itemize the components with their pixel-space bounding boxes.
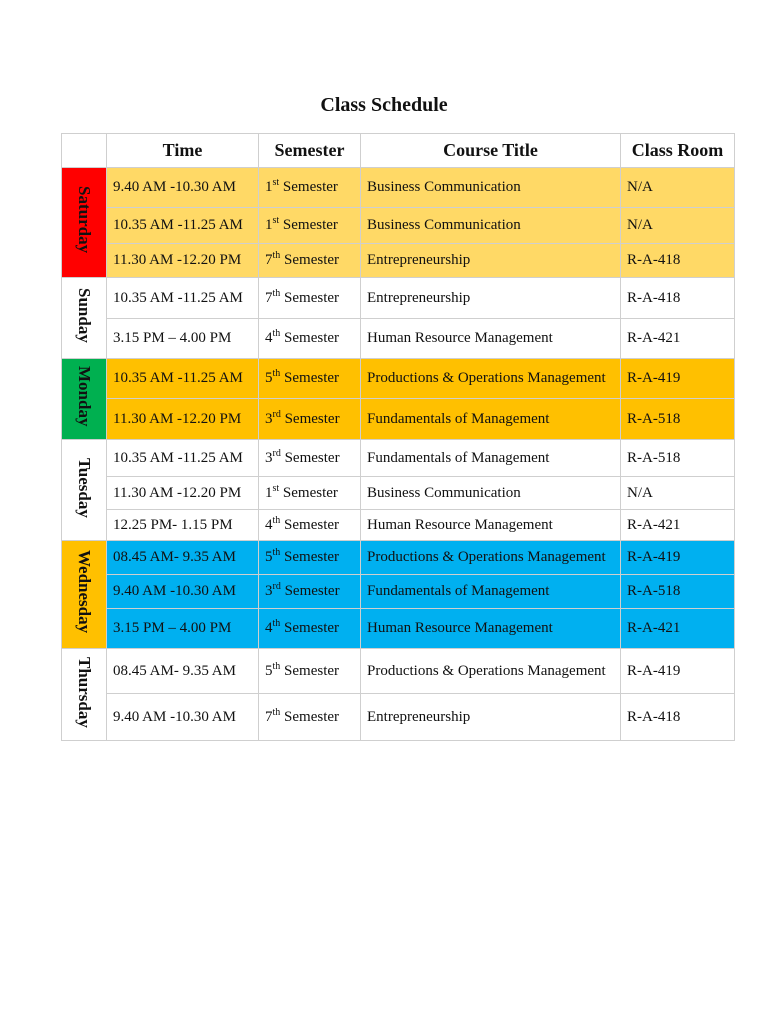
time-cell: 10.35 AM -11.25 AM <box>107 359 259 399</box>
course-title-cell: Human Resource Management <box>361 609 621 649</box>
day-cell-monday <box>62 359 107 440</box>
table-row <box>62 477 735 510</box>
header-time: Time <box>107 134 259 168</box>
semester-ordinal: th <box>272 250 281 261</box>
semester-number: 5 <box>265 662 273 679</box>
semester-cell <box>259 399 361 440</box>
semester-ordinal: st <box>272 215 280 226</box>
semester-number: 5 <box>265 549 273 565</box>
table-row <box>62 575 735 609</box>
semester-ordinal: th <box>272 514 281 526</box>
semester-word: Semester <box>284 410 340 427</box>
semester-cell <box>259 244 361 278</box>
day-cell-thursday <box>62 649 107 741</box>
course-title-cell: Fundamentals of Management <box>361 399 621 440</box>
time-cell: 08.45 AM- 9.35 AM <box>107 541 259 575</box>
semester-cell <box>259 649 361 694</box>
semester-word: Semester <box>282 217 338 233</box>
semester-ordinal: th <box>272 660 281 672</box>
semester-ordinal: th <box>272 547 281 558</box>
header-course-title: Course Title <box>361 134 621 168</box>
semester-cell <box>259 359 361 399</box>
day-label: Monday <box>75 366 94 427</box>
class-room-cell: N/A <box>621 208 735 244</box>
semester-number: 3 <box>265 583 273 599</box>
semester-word: Semester <box>284 370 340 386</box>
day-label: Wednesday <box>75 550 94 634</box>
day-label: Tuesday <box>75 457 94 518</box>
semester-ordinal: st <box>272 482 280 494</box>
time-cell: 08.45 AM- 9.35 AM <box>107 649 259 694</box>
semester-word: Semester <box>284 516 340 533</box>
class-room-cell: R-A-421 <box>621 609 735 649</box>
table-row <box>62 319 735 359</box>
class-room-cell: R-A-419 <box>621 359 735 399</box>
semester-number: 1 <box>265 179 273 195</box>
course-title-cell: Fundamentals of Management <box>361 575 621 609</box>
class-room-cell: R-A-421 <box>621 319 735 359</box>
semester-ordinal: th <box>272 287 281 299</box>
semester-number: 3 <box>265 449 273 466</box>
semester-cell <box>259 319 361 359</box>
day-label: Thursday <box>75 656 94 728</box>
class-room-cell: R-A-419 <box>621 649 735 694</box>
table-row <box>62 541 735 575</box>
table-row <box>62 649 735 694</box>
time-cell: 11.30 AM -12.20 PM <box>107 244 259 278</box>
time-cell: 11.30 AM -12.20 PM <box>107 399 259 440</box>
semester-cell <box>259 694 361 741</box>
semester-cell <box>259 440 361 477</box>
time-cell: 12.25 PM- 1.15 PM <box>107 510 259 541</box>
day-cell-sunday <box>62 278 107 359</box>
table-row <box>62 359 735 399</box>
time-cell: 9.40 AM -10.30 AM <box>107 575 259 609</box>
semester-number: 3 <box>265 410 273 427</box>
semester-number: 7 <box>265 289 273 306</box>
time-cell: 10.35 AM -11.25 AM <box>107 278 259 319</box>
semester-word: Semester <box>284 449 340 466</box>
table-row <box>62 510 735 541</box>
semester-cell <box>259 510 361 541</box>
time-cell: 9.40 AM -10.30 AM <box>107 168 259 208</box>
header-row <box>62 134 735 168</box>
semester-number: 7 <box>265 708 273 725</box>
course-title-cell: Human Resource Management <box>361 510 621 541</box>
class-room-cell: R-A-421 <box>621 510 735 541</box>
header-corner <box>62 134 107 168</box>
day-label: Sunday <box>75 288 94 343</box>
semester-number: 1 <box>265 484 273 501</box>
course-title-cell: Business Communication <box>361 477 621 510</box>
day-label: Saturday <box>75 186 94 254</box>
header-class-room: Class Room <box>621 134 735 168</box>
table-row <box>62 694 735 741</box>
table-row <box>62 208 735 244</box>
table-row <box>62 278 735 319</box>
course-title-cell: Entrepreneurship <box>361 694 621 741</box>
class-room-cell: R-A-518 <box>621 575 735 609</box>
semester-cell <box>259 609 361 649</box>
course-title-cell: Productions & Operations Management <box>361 359 621 399</box>
semester-word: Semester <box>284 620 340 636</box>
semester-word: Semester <box>284 549 340 565</box>
course-title-cell: Productions & Operations Management <box>361 649 621 694</box>
semester-cell <box>259 168 361 208</box>
time-cell: 9.40 AM -10.30 AM <box>107 694 259 741</box>
schedule-body <box>62 168 735 741</box>
schedule-table <box>61 133 735 741</box>
page-title: Class Schedule <box>320 94 448 116</box>
semester-cell <box>259 208 361 244</box>
semester-ordinal: st <box>272 177 280 188</box>
course-title-cell: Fundamentals of Management <box>361 440 621 477</box>
semester-cell <box>259 541 361 575</box>
semester-word: Semester <box>284 662 340 679</box>
class-room-cell: R-A-518 <box>621 440 735 477</box>
course-title-cell: Entrepreneurship <box>361 278 621 319</box>
semester-ordinal: th <box>272 618 281 629</box>
semester-ordinal: th <box>272 706 281 718</box>
semester-word: Semester <box>284 583 340 599</box>
header-semester: Semester <box>259 134 361 168</box>
course-title-cell: Business Communication <box>361 208 621 244</box>
semester-cell <box>259 278 361 319</box>
course-title-cell: Entrepreneurship <box>361 244 621 278</box>
table-row <box>62 609 735 649</box>
semester-number: 5 <box>265 370 273 386</box>
day-cell-saturday <box>62 168 107 278</box>
semester-ordinal: rd <box>272 581 281 592</box>
time-cell: 10.35 AM -11.25 AM <box>107 440 259 477</box>
semester-ordinal: th <box>272 328 281 339</box>
semester-number: 4 <box>265 620 273 636</box>
semester-ordinal: rd <box>272 408 281 420</box>
semester-number: 4 <box>265 516 273 533</box>
semester-word: Semester <box>284 252 340 268</box>
table-row <box>62 168 735 208</box>
class-room-cell: N/A <box>621 477 735 510</box>
semester-number: 7 <box>265 252 273 268</box>
semester-word: Semester <box>284 330 340 346</box>
semester-number: 1 <box>265 217 273 233</box>
table-row <box>62 440 735 477</box>
semester-word: Semester <box>282 484 338 501</box>
day-cell-wednesday <box>62 541 107 649</box>
semester-ordinal: rd <box>272 447 281 459</box>
semester-word: Semester <box>284 708 340 725</box>
class-room-cell: R-A-418 <box>621 278 735 319</box>
class-room-cell: R-A-418 <box>621 694 735 741</box>
table-row <box>62 244 735 278</box>
semester-word: Semester <box>284 289 340 306</box>
time-cell: 3.15 PM – 4.00 PM <box>107 609 259 649</box>
time-cell: 3.15 PM – 4.00 PM <box>107 319 259 359</box>
semester-ordinal: th <box>272 368 281 379</box>
time-cell: 11.30 AM -12.20 PM <box>107 477 259 510</box>
course-title-cell: Productions & Operations Management <box>361 541 621 575</box>
course-title-cell: Business Communication <box>361 168 621 208</box>
day-cell-tuesday <box>62 440 107 541</box>
class-room-cell: R-A-418 <box>621 244 735 278</box>
class-room-cell: R-A-518 <box>621 399 735 440</box>
class-room-cell: N/A <box>621 168 735 208</box>
semester-number: 4 <box>265 330 273 346</box>
course-title-cell: Human Resource Management <box>361 319 621 359</box>
semester-cell <box>259 575 361 609</box>
semester-cell <box>259 477 361 510</box>
semester-word: Semester <box>282 179 338 195</box>
table-row <box>62 399 735 440</box>
time-cell: 10.35 AM -11.25 AM <box>107 208 259 244</box>
class-room-cell: R-A-419 <box>621 541 735 575</box>
